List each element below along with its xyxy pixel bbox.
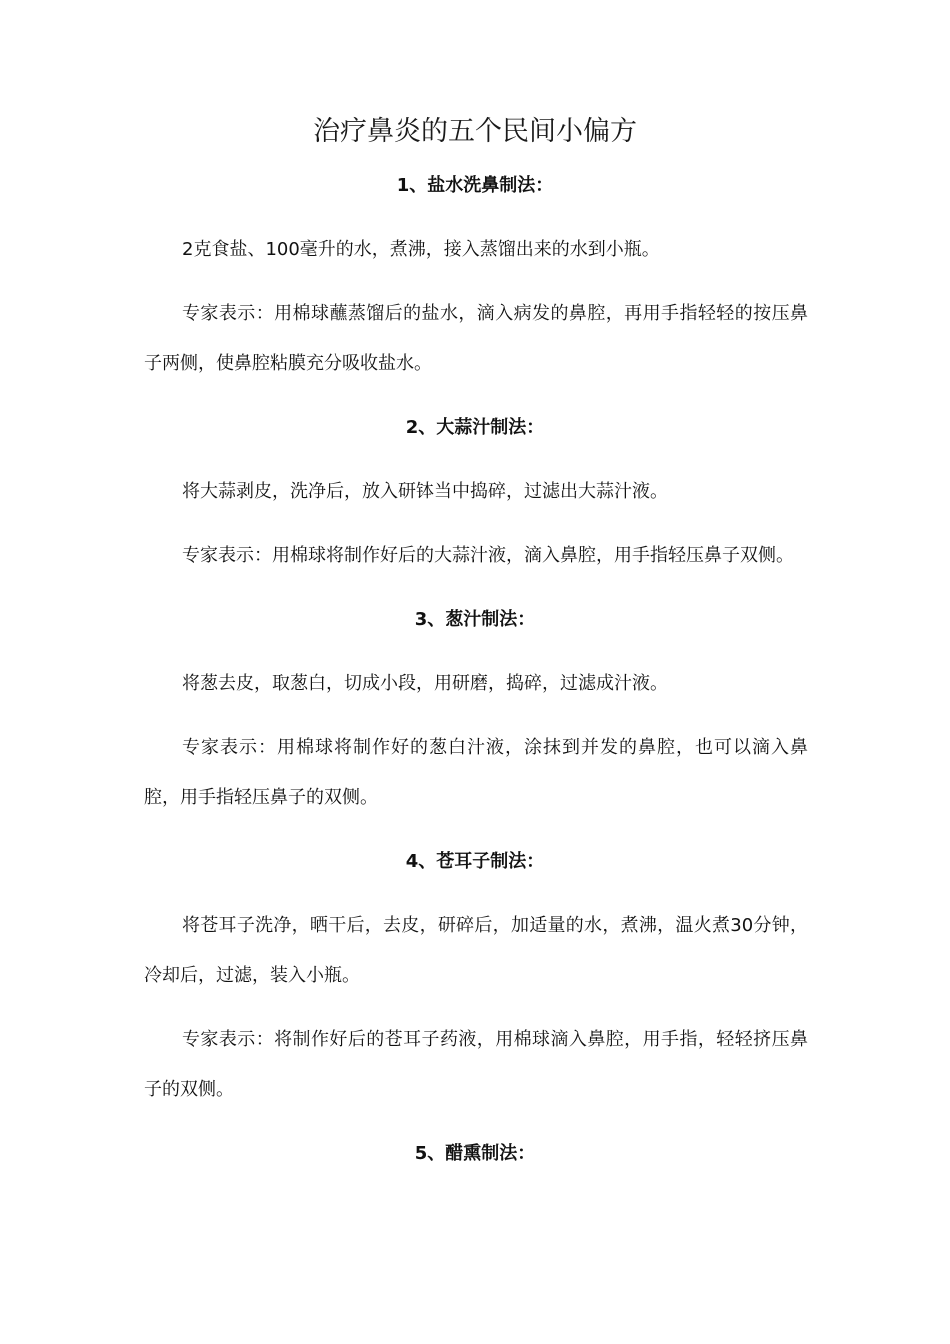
section-2-heading: 2、大蒜汁制法： bbox=[405, 417, 545, 438]
section-3-paragraph-2: 专家表示：用棉球将制作好的葱白汁液，涂抹到并发的鼻腔，也可以滴入鼻腔，用手指轻压鼻子的双侧。 bbox=[144, 737, 808, 808]
section-1-paragraph-1: 2克食盐、100毫升的水，煮沸，接入蒸馏出来的水到小瓶。 bbox=[182, 239, 660, 260]
section-5-heading: 5、醋熏制法： bbox=[414, 1143, 536, 1164]
section-3-heading: 3、葱汁制法： bbox=[414, 609, 536, 630]
section-2-paragraph-1: 将大蒜剥皮，洗净后，放入研钵当中捣碎，过滤出大蒜汁液。 bbox=[182, 481, 668, 502]
section-4-paragraph-2: 专家表示：将制作好后的苍耳子药液，用棉球滴入鼻腔，用手指，轻轻挤压鼻子的双侧。 bbox=[144, 1029, 808, 1100]
section-4-paragraph-1: 将苍耳子洗净，晒干后，去皮，研碎后，加适量的水，煮沸，温火煮30分钟，冷却后，过滤，装入小瓶。 bbox=[144, 915, 808, 986]
section-2-paragraph-2: 专家表示：用棉球将制作好后的大蒜汁液，滴入鼻腔，用手指轻压鼻子双侧。 bbox=[182, 545, 794, 566]
section-4-heading: 4、苍耳子制法： bbox=[405, 851, 545, 872]
section-3-paragraph-1: 将葱去皮，取葱白，切成小段，用研磨，捣碎，过滤成汁液。 bbox=[182, 673, 668, 694]
section-1-paragraph-2: 专家表示：用棉球蘸蒸馏后的盐水，滴入病发的鼻腔，再用手指轻轻的按压鼻子两侧，使鼻腔粘膜充分吸收盐水。 bbox=[144, 303, 808, 374]
document-title: 治疗鼻炎的五个民间小偏方 bbox=[313, 116, 637, 147]
section-1-heading: 1、盐水洗鼻制法： bbox=[396, 175, 554, 196]
